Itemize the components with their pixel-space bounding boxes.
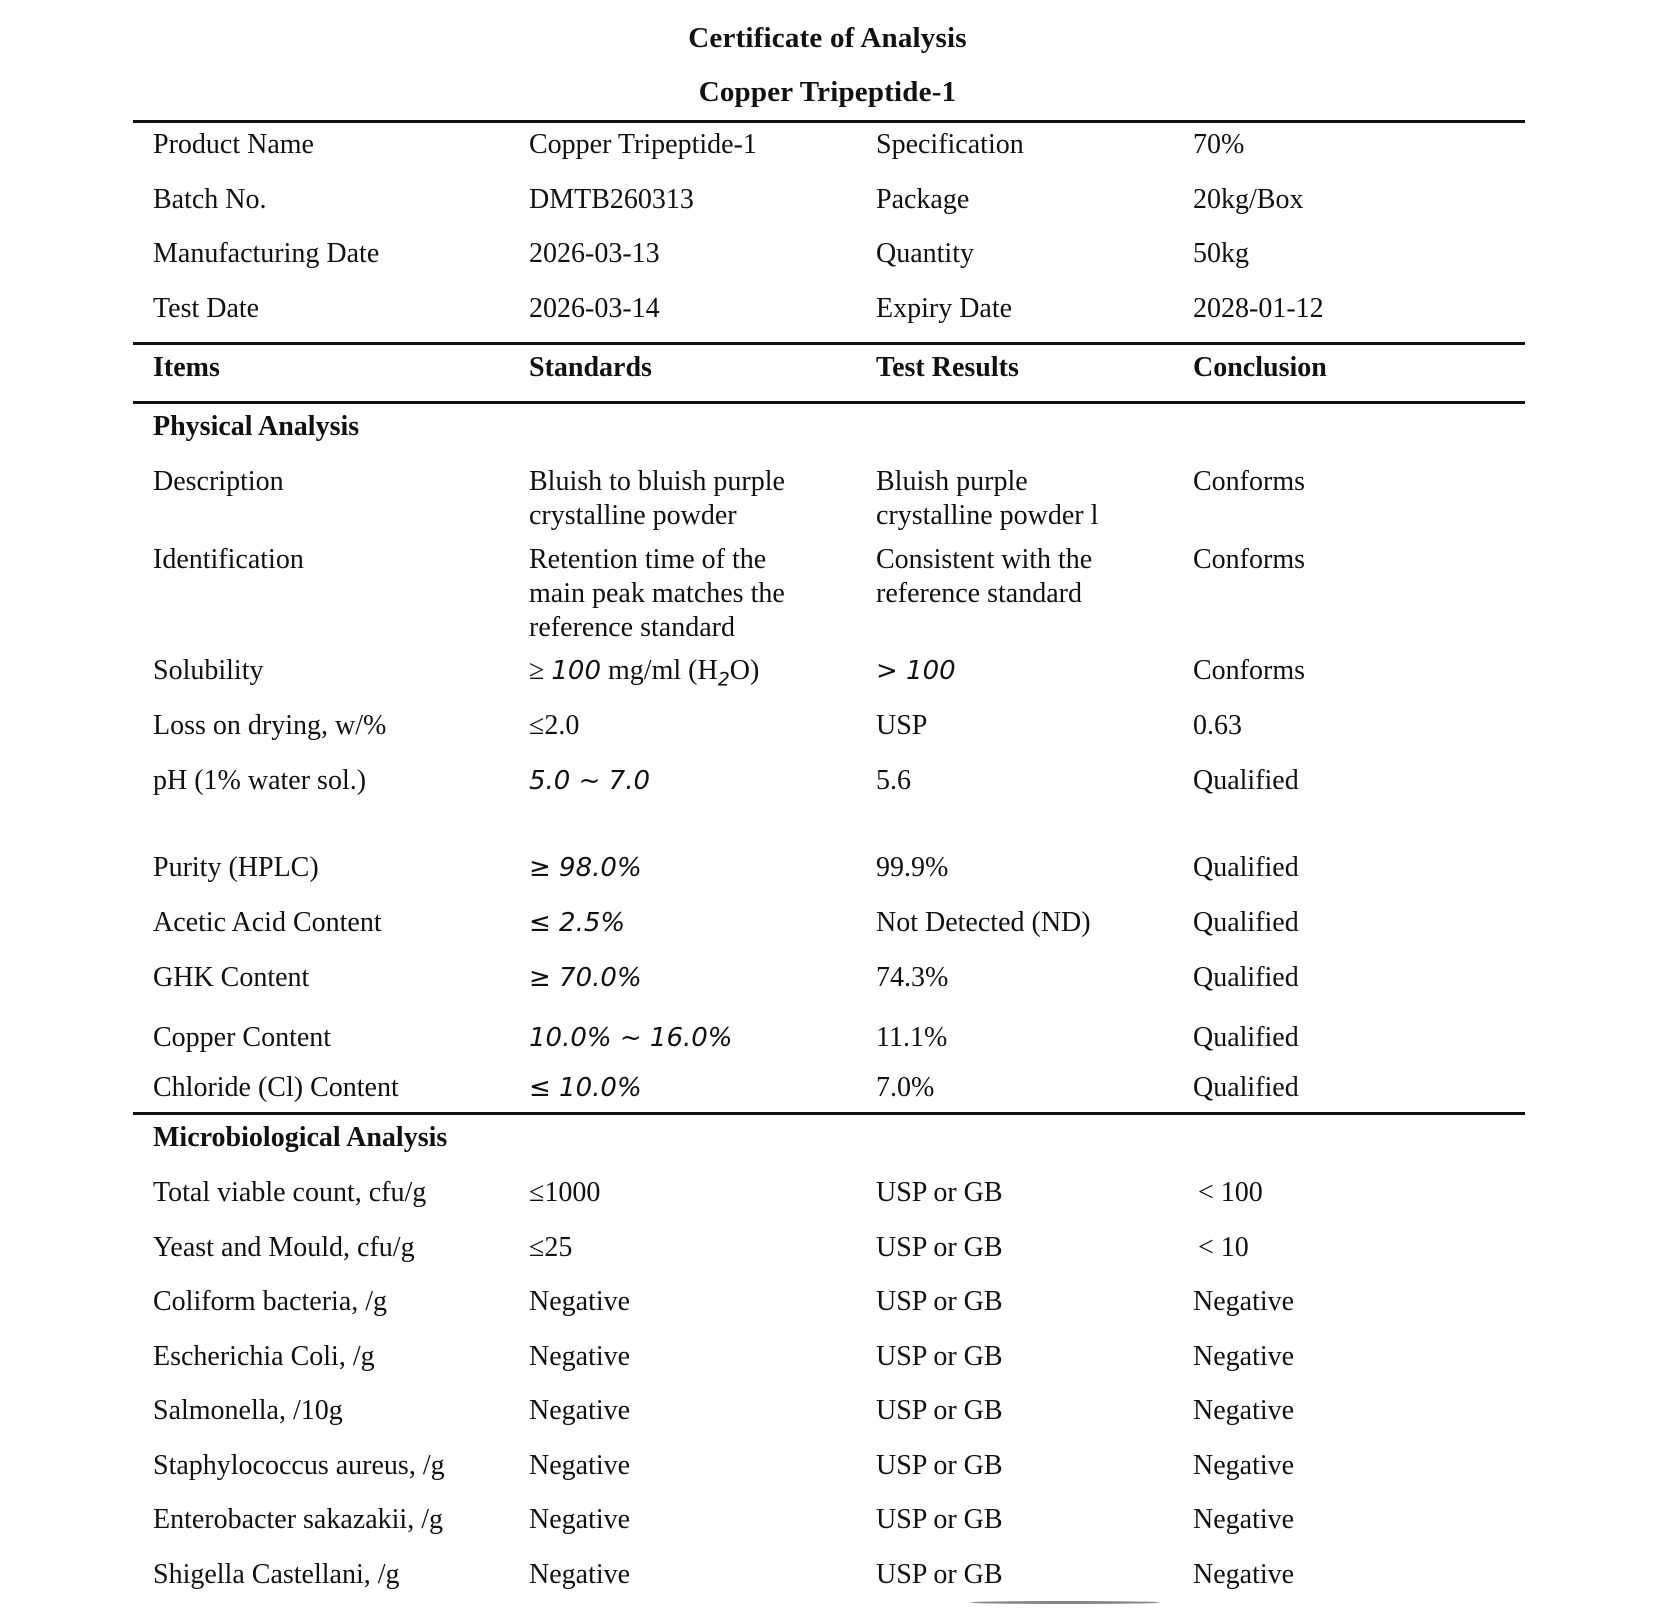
standard-subscript: 2 bbox=[717, 668, 730, 691]
info-value: 70% bbox=[1193, 129, 1245, 160]
item-name: Solubility bbox=[153, 655, 264, 686]
info-value: 50kg bbox=[1193, 238, 1249, 269]
standard-value: ≤2.0 bbox=[529, 710, 580, 741]
conclusion: Qualified bbox=[1193, 962, 1299, 993]
section-heading: Physical Analysis bbox=[153, 411, 360, 442]
item-name: Purity (HPLC) bbox=[153, 852, 319, 883]
standard-value: Bluish to bluish purple crystalline powder bbox=[529, 466, 785, 531]
standard-value bbox=[529, 654, 759, 697]
header-bottom-rule bbox=[133, 401, 1525, 404]
standard-end: O) bbox=[729, 655, 760, 686]
document-title: Certificate of Analysis bbox=[688, 22, 967, 54]
test-result: Not Detected (ND) bbox=[876, 907, 1091, 938]
conclusion: Negative bbox=[1193, 1286, 1295, 1317]
info-value: 20kg/Box bbox=[1193, 184, 1304, 215]
conclusion: 0.63 bbox=[1193, 710, 1242, 741]
item-name: Identification bbox=[153, 544, 304, 575]
header-items: Items bbox=[153, 352, 220, 383]
test-result: USP or GB bbox=[876, 1232, 1003, 1263]
test-result: Bluish purple crystalline powder l bbox=[876, 466, 1099, 531]
info-value: 2026-03-13 bbox=[529, 238, 660, 269]
info-value: 2026-03-14 bbox=[529, 293, 660, 324]
info-value: DMTB260313 bbox=[529, 184, 694, 215]
info-label: Test Date bbox=[153, 293, 260, 324]
scan-smudge-mark bbox=[970, 1601, 1160, 1604]
test-result: 99.9% bbox=[876, 852, 949, 883]
standard-value: Negative bbox=[529, 1286, 631, 1317]
info-label: Quantity bbox=[876, 238, 974, 269]
info-label: Specification bbox=[876, 129, 1024, 160]
test-result: USP or GB bbox=[876, 1286, 1003, 1317]
item-name: Total viable count, cfu/g bbox=[153, 1177, 427, 1208]
header-top-rule bbox=[133, 342, 1525, 345]
conclusion: Negative bbox=[1193, 1504, 1295, 1535]
standard-value: ≥ 70.0% bbox=[529, 963, 642, 993]
item-name: Loss on drying, w/% bbox=[153, 710, 387, 741]
item-name: Enterobacter sakazakii, /g bbox=[153, 1504, 443, 1535]
item-name: Escherichia Coli, /g bbox=[153, 1341, 375, 1372]
item-name: GHK Content bbox=[153, 962, 310, 993]
item-name: pH (1% water sol.) bbox=[153, 765, 367, 796]
test-result: USP or GB bbox=[876, 1450, 1003, 1481]
standard-value: ≤ 2.5% bbox=[529, 908, 626, 938]
item-name: Salmonella, /10g bbox=[153, 1395, 343, 1426]
item-name: Coliform bacteria, /g bbox=[153, 1286, 388, 1317]
top-rule bbox=[133, 120, 1525, 123]
test-result: USP or GB bbox=[876, 1395, 1003, 1426]
item-name: Description bbox=[153, 466, 284, 497]
standard-value: 10.0% ~ 16.0% bbox=[529, 1023, 733, 1053]
standard-value: ≤ 10.0% bbox=[529, 1073, 642, 1103]
info-label: Package bbox=[876, 184, 970, 215]
standard-value: Negative bbox=[529, 1559, 631, 1590]
conclusion: Negative bbox=[1193, 1559, 1295, 1590]
test-result: USP bbox=[876, 710, 928, 741]
test-result: USP or GB bbox=[876, 1341, 1003, 1372]
standard-value: Negative bbox=[529, 1341, 631, 1372]
item-name: Chloride (Cl) Content bbox=[153, 1072, 399, 1103]
standard-value: ≥ 98.0% bbox=[529, 853, 642, 883]
test-result: USP or GB bbox=[876, 1504, 1003, 1535]
item-name: Acetic Acid Content bbox=[153, 907, 382, 938]
conclusion: Negative bbox=[1193, 1450, 1295, 1481]
info-label: Manufacturing Date bbox=[153, 238, 380, 269]
test-result: 74.3% bbox=[876, 962, 949, 993]
conclusion: Qualified bbox=[1193, 765, 1299, 796]
conclusion: Qualified bbox=[1193, 1072, 1299, 1103]
test-result: USP or GB bbox=[876, 1177, 1003, 1208]
document-subtitle: Copper Tripeptide-1 bbox=[698, 76, 957, 108]
standard-value: Negative bbox=[529, 1450, 631, 1481]
item-name: Yeast and Mould, cfu/g bbox=[153, 1232, 415, 1263]
info-value: Copper Tripeptide-1 bbox=[529, 129, 757, 160]
test-result: 5.6 bbox=[876, 765, 911, 796]
conclusion: Conforms bbox=[1193, 544, 1305, 575]
standard-value: Retention time of the main peak matches the reference standard bbox=[529, 544, 785, 643]
item-name: Shigella Castellani, /g bbox=[153, 1559, 400, 1590]
header-test-results: Test Results bbox=[876, 352, 1019, 383]
conclusion: Negative bbox=[1193, 1395, 1295, 1426]
conclusion: Negative bbox=[1193, 1341, 1295, 1372]
standard-value: ≤1000 bbox=[529, 1177, 601, 1208]
header-standards: Standards bbox=[529, 352, 652, 383]
conclusion: Conforms bbox=[1193, 466, 1305, 497]
standard-value: Negative bbox=[529, 1504, 631, 1535]
standard-value: ≤25 bbox=[529, 1232, 573, 1263]
test-result: USP or GB bbox=[876, 1559, 1003, 1590]
test-result: Consistent with the reference standard bbox=[876, 544, 1093, 609]
standard-prefix: ≥ bbox=[529, 655, 552, 686]
standard-number: 100 bbox=[551, 656, 602, 686]
section-divider-rule bbox=[133, 1112, 1525, 1115]
test-result: 7.0% bbox=[876, 1072, 935, 1103]
info-label: Batch No. bbox=[153, 184, 267, 215]
conclusion: Qualified bbox=[1193, 1022, 1299, 1053]
info-value: 2028-01-12 bbox=[1193, 293, 1324, 324]
info-label: Expiry Date bbox=[876, 293, 1013, 324]
section-heading: Microbiological Analysis bbox=[153, 1122, 448, 1153]
standard-value: 5.0 ~ 7.0 bbox=[529, 766, 651, 796]
conclusion: Conforms bbox=[1193, 655, 1305, 686]
conclusion: Qualified bbox=[1193, 852, 1299, 883]
info-label: Product Name bbox=[153, 129, 314, 160]
header-conclusion: Conclusion bbox=[1193, 352, 1327, 383]
conclusion: < 100 bbox=[1198, 1177, 1263, 1208]
standard-value: Negative bbox=[529, 1395, 631, 1426]
item-name: Copper Content bbox=[153, 1022, 332, 1053]
conclusion: Qualified bbox=[1193, 907, 1299, 938]
test-result: 11.1% bbox=[876, 1022, 948, 1053]
item-name: Staphylococcus aureus, /g bbox=[153, 1450, 445, 1481]
conclusion: < 10 bbox=[1198, 1232, 1249, 1263]
test-result: > 100 bbox=[876, 656, 956, 686]
standard-unit: mg/ml (H bbox=[601, 655, 718, 686]
